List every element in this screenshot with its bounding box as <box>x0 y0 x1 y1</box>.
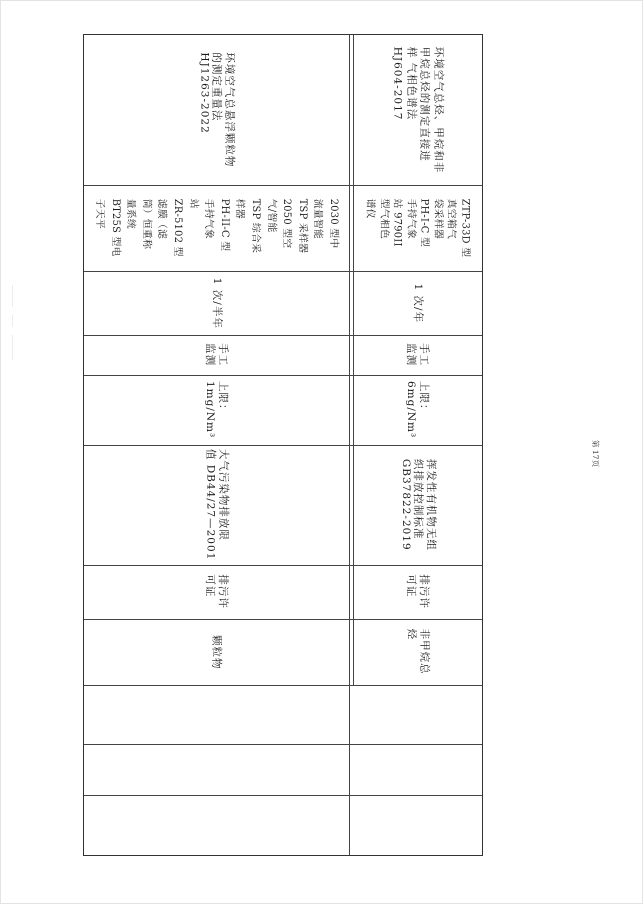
limit-cell-1 <box>84 375 349 445</box>
equipment-line: 样器 <box>234 198 246 220</box>
monitoring-line: 手工 <box>418 343 431 367</box>
basis-line: 排污许 <box>418 574 431 610</box>
monitoring-text-1 <box>204 344 229 367</box>
basis-line: 排污许 <box>217 574 230 610</box>
empty-cell <box>84 685 482 744</box>
method-line: HJ1263-2022 <box>198 52 211 134</box>
standard-cell-2 <box>353 445 482 565</box>
monitoring-line: 监测 <box>405 343 418 367</box>
limit-text-2 <box>405 381 430 438</box>
monitoring-table <box>83 34 483 856</box>
equipment-line: 气/智能 <box>265 198 277 233</box>
pollutant-text-2 <box>405 629 430 675</box>
frequency-cell-2 <box>353 271 482 335</box>
equipment-line: 量系统 <box>125 198 137 230</box>
equipment-line: 流量智能 <box>312 198 324 240</box>
method-text-2 <box>391 47 445 174</box>
method-line: 环境空气总悬浮颗粒物 <box>223 52 236 168</box>
basis-cell-2 <box>353 565 482 619</box>
equipment-cell-2 <box>353 185 482 271</box>
pollutant-line: 烃 <box>405 629 418 641</box>
equipment-line: PH-I-C 型 <box>418 198 430 248</box>
limit-cell-2 <box>353 375 482 445</box>
equipment-line: ZR-5102 型 <box>172 198 184 258</box>
equipment-line: 手持气象 <box>203 198 215 240</box>
equipment-line: 滤膜（滤 <box>156 198 168 240</box>
monitoring-text-2 <box>405 344 430 367</box>
pollutant-cell-1 <box>84 619 349 685</box>
equipment-line: 型气相色 <box>378 198 390 240</box>
frequency-text-2: 1 次/年 <box>411 283 424 323</box>
method-line: 甲烷总烃的测定直接进 <box>419 46 431 162</box>
method-text-1 <box>198 53 236 168</box>
page-number-text: 第 17页 <box>590 439 600 467</box>
frequency-text-1: 1 次/半年 <box>210 277 223 329</box>
limit-line: 6mg/Nm³ <box>405 381 418 439</box>
method-line: 环境空气总烃、甲烷和非 <box>432 46 445 174</box>
standard-cell-1 <box>84 445 349 565</box>
pollutant-cell-2 <box>353 619 482 685</box>
pollutant-line: 非甲烷总 <box>418 629 431 675</box>
equipment-line: BT25S 型电 <box>109 198 121 258</box>
monitoring-line: 手工 <box>217 343 230 367</box>
equipment-line: 站 9790II <box>391 198 403 247</box>
standard-line: 值 DB44/27—2001 <box>204 449 217 561</box>
method-cell-1 <box>84 35 349 185</box>
equipment-line: 筒）恒重称 <box>141 198 153 250</box>
basis-text-1 <box>204 575 229 610</box>
limit-line: 1mg/Nm³ <box>204 381 217 439</box>
basis-text-2 <box>405 575 430 610</box>
equipment-line: 真空箱气 <box>445 198 457 240</box>
basis-cell-1 <box>84 565 349 619</box>
basis-line: 可证 <box>204 574 217 598</box>
empty-cell <box>84 795 482 855</box>
method-line: 样 气相色谱法 <box>405 46 418 121</box>
equipment-line: 手持气象 <box>405 198 417 240</box>
standard-text-1 <box>204 449 229 560</box>
method-line: HJ604-2017 <box>392 46 404 121</box>
equipment-line: TSP 综合采 <box>250 198 262 254</box>
equipment-line: TSP 采样器 <box>297 198 309 254</box>
limit-line: 上限： <box>217 381 230 416</box>
empty-cell <box>84 744 482 795</box>
monitoring-cell-1 <box>84 335 349 375</box>
standard-line: 织排放控制标准 <box>411 459 424 540</box>
monitoring-cell-2 <box>353 335 482 375</box>
equipment-text-2 <box>363 199 471 258</box>
method-line: 的测定重量法 <box>210 52 223 122</box>
standard-line: 大气污染物排放限 <box>217 449 230 542</box>
equipment-line: 2050 型空 <box>281 198 293 249</box>
standard-line: GB37822-2019 <box>399 459 412 551</box>
equipment-text-1 <box>92 199 342 257</box>
standard-line: 挥发性有机物无组 <box>424 459 437 551</box>
method-cell-2 <box>353 35 482 185</box>
scan-artifact <box>4 285 22 360</box>
monitoring-line: 监测 <box>204 343 217 367</box>
basis-line: 可证 <box>405 574 418 598</box>
equipment-line: 2030 型中 <box>328 198 340 249</box>
limit-line: 上限： <box>418 381 431 416</box>
limit-text-1 <box>204 381 229 438</box>
pollutant-text-1: 颗粒物 <box>210 634 223 670</box>
equipment-line: PH-II-C 型 <box>219 198 231 252</box>
frequency-cell-1 <box>84 271 349 335</box>
equipment-line: 谱仪 <box>364 198 376 219</box>
equipment-line: 袋采样器 <box>432 198 444 240</box>
equipment-line: 站 <box>187 198 199 210</box>
equipment-cell-1 <box>84 185 349 271</box>
standard-text-2 <box>399 459 437 551</box>
equipment-line: 子天平 <box>94 198 106 230</box>
equipment-line: ZTP-33D 型 <box>459 198 471 258</box>
page-number <box>580 438 610 468</box>
